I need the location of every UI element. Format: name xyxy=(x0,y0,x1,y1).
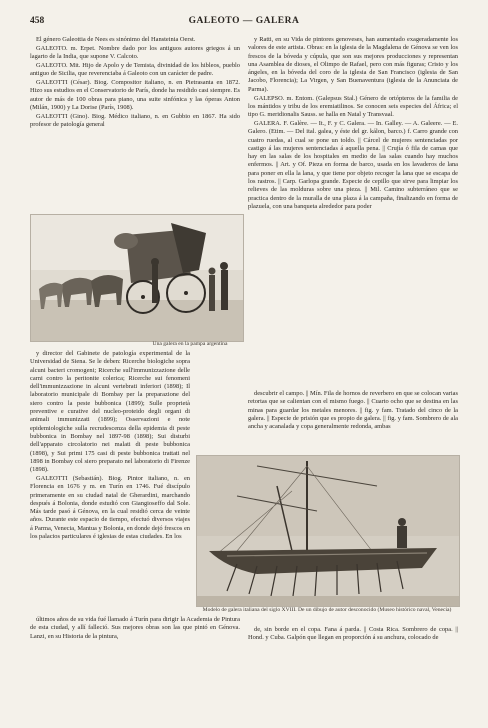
entry-galera: GALERA. F. Galère. — It., F. y C. Galera. — In. Galley. — A. Galeere. — E. Galero. (Etim. — Del ital. galea, y éste del gr. kálon, barco.) f. Carro grande con cuatro ruedas, al cual se pone un toldo. || Cárcel de mujeres sentenciadas por castigo á las mujeres sentenciadas á aquella pena. || Crujía ó fila de camas que hay en las salas de los hospitales en medio de las salas cuando hay muchos enfermos. || Art. y Of. Pieza en forma de barco, usada en los lavaderos de lana para poner en ella la lana, y que tiene por objeto recoger la lana que se escapa de los rastros. || Carp. Garlopa grande. Especie de cepillo que sirve para limpiar los relieves de las molduras sobre una pieza. || Mil. Camino subterráneo que se practica dentro de la muralla de una plaza á la campaña, finalizando en forma de plazuela, con una banqueta alrededor para poder xyxy=(248,119,458,210)
left-column-mid xyxy=(30,350,190,612)
paragraph: de, sin borde en el copa. Fana á parda. || Costa Rica. Sombrero de copa. || Hond. y Cuba. Galpón que llegan en proporción á su anchura, colocado de xyxy=(248,626,458,642)
left-column-bottom xyxy=(30,616,240,674)
page-header xyxy=(30,16,458,32)
wagon-engraving xyxy=(31,215,243,341)
entry-galepso: GALEPSO. m. Entom. (Galepsus Stal.) Género de ortópteros de la familia de los mántidos y tribu de los eremiatilinos. Se conocen seis especies del África; el tipo G. meridionalis Sauss. se halla en Natal y Transvaal. xyxy=(248,94,458,119)
right-column-top xyxy=(248,36,458,388)
galley-engraving xyxy=(197,456,459,606)
entry-galeotti-sebastian: GALEOTTI (Sebastián). Biog. Pintor italiano, n. en Florencia en 1676 y m. en Turín en 1746. Fué discípulo primeramente en su ciudad natal de Gherardini, marchando después á Bolonia, donde estudió con Giangioseffo dal Sole. Más tarde pasó á Génova, en la cual residió cerca de veinte años. Durante este espacio de tiempo, efectuó diversos viajes á Parma, Venecia, Mantua y Bolonia, en donde dejó frescos en los palacios particulares é iglesias de estas ciudades. En los xyxy=(30,474,190,541)
paragraph: descubrir el campo. || Mín. Fila de hornos de reverbero en que se colocan varias retortas que se calientan con el mismo fuego. || Cuarto ocho que se destina en las minas para guardar los metales menores. || fig. y fam. Tratado del cinco de la galera. || Especie de prisión que es propio de galera. || fig. y fam. Sombrero de ala ancha y acanalada y copa generalmente redonda, ambas xyxy=(248,390,458,431)
entry-galeotti-gino: GALEOTTI (Gino). Biog. Médico italiano, n. en Gubbio en 1867. Ha sido profesor de patología general xyxy=(30,112,240,128)
illustration-wagon xyxy=(30,214,244,342)
paragraph: El género Galeottia de Nees es sinónimo del Hansteinia Oerst. xyxy=(36,36,196,43)
right-column-bottom xyxy=(248,626,458,674)
entry-galeotti-cesar: GALEOTTI (César). Biog. Compositor italiano, n. en Pietrasanta en 1872. Hizo sus estudios en el Conservatorio de París, donde ha residido casi siempre. Es autor de más de 100 obras para piano, una suite sinfónica y las óperas Anton (Milán, 1900) y La Dorise (París, 1908). xyxy=(30,78,240,111)
paragraph: y director del Gabinete de patología experimental de la Universidad de Siena. Se le deben: Ricerche biologiche sopra alcuni bacteri cromogeni; Ricerche sull'immunizzazione delle carni contro la peritonite colerica; Ricerche sui fenomeni dell'immunizzazione in alcuni vertebrati inferiori (1898); Il laboratorio municipale di Bombay per la preparazione del siero contro la peste bubbonica (1899); Sulle proprietà preventive e curative del nucleo-proteido degli organi di animali immunizzati (1899); Osservazioni e note epidemiologiche sulla recrudescenza della epidemia di peste bubbonica in Bombay nel 1897-98 (1898); Sui disturbi dell'apparato circolatorio nei malati di peste bubbonica (1898), y Sui primi 175 casi di peste bubbonica trattati nel 1898 in Bombay col siero preparato nel laboratorio di Firenze (1898). xyxy=(30,350,190,474)
illustration-galley xyxy=(196,455,460,607)
paragraph: y Ratti, en su Vida de pintores genoveses, han aumentado exageradamente los valores de este artista. Obras: en la iglesia de la Magdalena de Génova se ven los frescos de la bóveda y cúpula, que son sus mejores producciones y representan una Asamblea de dioses, el Olimpo de Rafael, pero con más figuras; Cristo y los ángeles, en la bóveda del coro de la iglesia de San Francisco (iglesia de San Jacobo, Florencia); La Virgen, y San Buenaventura (iglesia de la Anunciata de Parma). xyxy=(248,36,458,93)
left-column-top xyxy=(30,36,240,214)
page-number: 458 xyxy=(30,16,45,26)
entry-galeoto-erpet: GALEOTO. m. Erpet. Nombre dado por los antiguos autores griegos á un lagarto de la India, que supone V. Calcoto. xyxy=(30,44,240,61)
paragraph: últimos años de su vida fué llamado á Turín para dirigir la Academia de Pintura de esta ciudad, y allí falleció. Sus mejores obras son las que pintó en Génova. Lanzi, en su Historia de la pintura, xyxy=(30,616,240,640)
entry-galeoto-mit: GALEOTO. Mit. Hijo de Apolo y de Temista, divinidad de los hibleos, pueblo antiguo de Sicilia, que reverenciaba á Galeoto con un carácter de padre. xyxy=(30,61,240,78)
caption-wagon: Una galera en la pampa argentina xyxy=(152,341,228,347)
right-column-mid xyxy=(248,390,458,450)
running-title: GALEOTO — GALERA xyxy=(188,16,300,26)
caption-galley: Modelo de galera italiana del siglo XVIII. De un dibujo de autor desconocido (Museo histórico naval, Venecia) xyxy=(202,607,452,613)
